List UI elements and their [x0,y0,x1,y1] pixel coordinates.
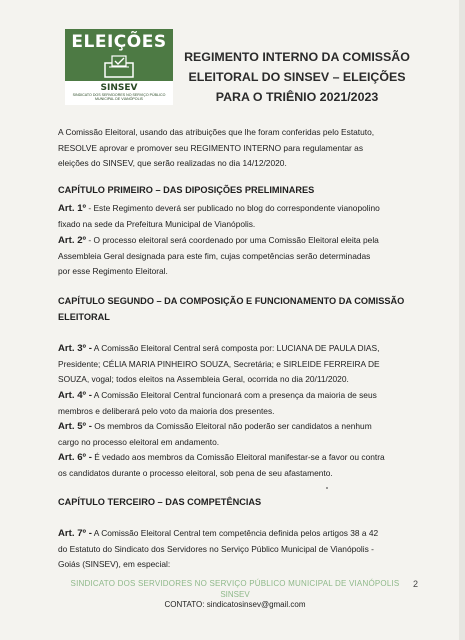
text-line: Goiás (SINSEV), em especial: [58,559,171,570]
heading-line: CAPÍTULO SEGUNDO – DA COMPOSIÇÃO E FUNCIONAMENTO DA COMISSÃO [58,296,405,306]
title-line: ELEITORAL DO SINSEV – ELEIÇÕES [188,70,406,84]
article-label: Art. 7º - [58,528,92,539]
text-run: A Comissão Eleitoral Central será composta por: LUCIANA DE PAULA DIAS, [91,343,380,353]
logo-name: SINSEV [100,83,138,93]
page-number: 2 [413,579,419,589]
heading-line: ELEITORAL [58,311,110,322]
text-run: A Comissão Eleitoral Central tem competência definida pelos artigos 38 a 42 [91,528,379,538]
title-line: PARA O TRIÊNIO 2021/2023 [215,90,379,104]
footer-contact: CONTATO: sindicatosinsev@gmail.com [164,600,306,609]
text-line: SOUZA, vogal; todos eleitos na Assembleia Geral, ocorrida no dia 20/11/2020. [58,374,349,385]
text-line: RESOLVE aprovar e promover seu REGIMENTO INTERNO para regulamentar as [58,142,364,153]
text-run: Os membros da Comissão Eleitoral não poderão ser candidatos a nenhum [91,421,372,431]
article-label: Art. 1º [58,203,87,214]
logo-subtitle: SINDICATO DOS SERVIDORES NO SERVIÇO PÚBLICO MUNICIPAL DE VIANÓPOLIS [72,93,166,102]
article-label: Art. 6º - [58,452,92,463]
footer-short-name: SINSEV [220,590,250,599]
text-run: A Comissão Eleitoral Central funcionará com a presença da maioria de seus [91,390,377,400]
article-label: Art. 4º - [58,390,92,401]
text-line: do Estatuto do Sindicato dos Servidores no Serviço Público Municipal de Vianópolis - [58,543,374,554]
article-label: Art. 3º - [58,343,92,354]
text-run: - O processo eleitoral será coordenado por uma Comissão Eleitoral eleita pela [86,235,379,245]
text-line: Presidente; CÉLIA MARIA PINHEIRO SOUZA, Secretária; e SIRLEIDE FERREIRA DE [58,358,380,369]
text-line: A Comissão Eleitoral, usando das atribuições que lhe foram conferidas pelo Estatuto, [58,127,375,137]
text-line: fixado na sede da Prefeitura Municipal de Vianópolis. [58,218,256,229]
heading-line: CAPÍTULO PRIMEIRO – DAS DIPOSIÇÕES PRELIMINARES [58,185,315,195]
footer-organization: SINDICATO DOS SERVIDORES NO SERVIÇO PÚBLICO MUNICIPAL DE VIANÓPOLIS [70,579,400,588]
text-line: por esse Regimento Eleitoral. [58,266,168,277]
text-line: membros e deliberará pelo voto da maioria dos presentes. [58,405,275,416]
article-label: Art. 5º - [58,421,92,432]
text-line: eleições do SINSEV, que serão realizadas no dia 14/12/2020. [58,158,287,169]
text-run: É vedado aos membros da Comissão Eleitoral manifestar-se a favor ou contra [91,452,385,462]
text-line: cargo no processo eleitoral em andamento. [58,436,220,447]
heading-line: CAPÍTULO TERCEIRO – DAS COMPETÊNCIAS [58,497,262,507]
text-line: os candidatos durante o processo eleitoral, sob pena de seu afastamento. [58,467,333,478]
text-line: Assembleia Geral designada para este fim, cujas competências serão determinadas [58,250,371,261]
text-run: - Este Regimento deverá ser publicado no blog do correspondente vianopolino [86,203,380,213]
logo-title: ELEIÇÕES [71,32,167,52]
article-label: Art. 2º [58,235,87,246]
title-line: REGIMENTO INTERNO DA COMISSÃO [184,50,410,64]
